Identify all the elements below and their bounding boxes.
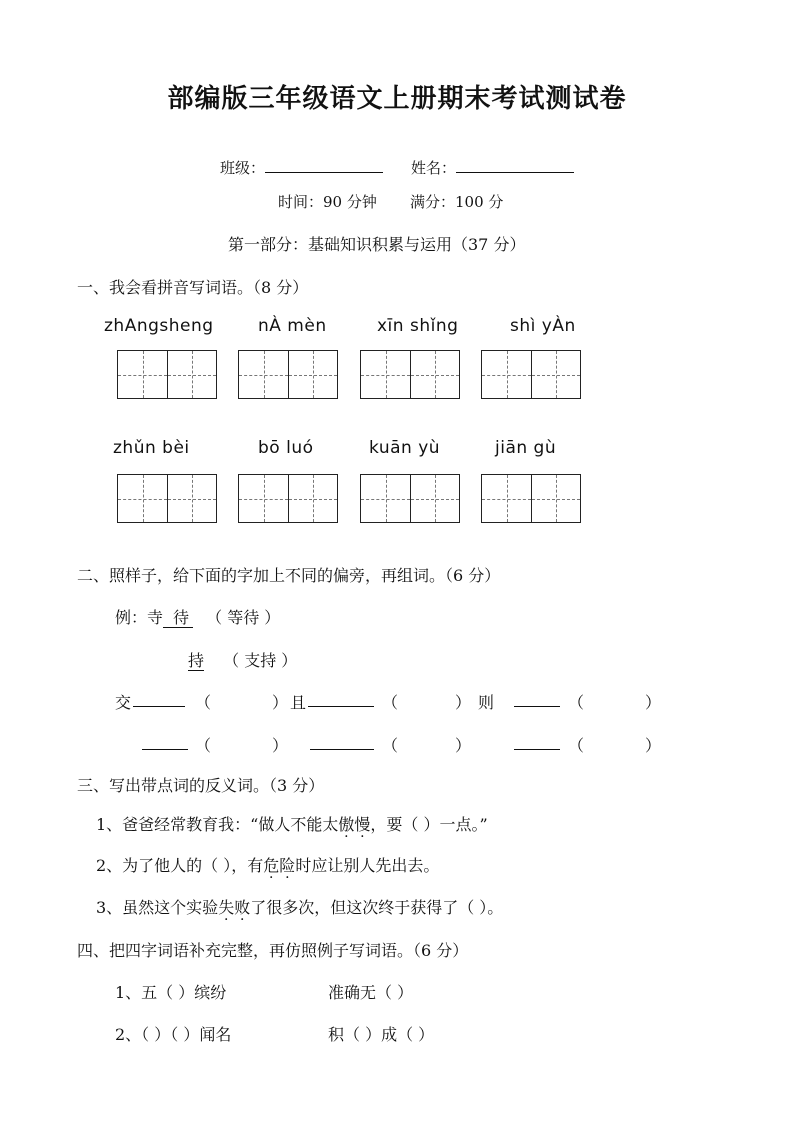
- q3-sentence-3: [96, 895, 503, 918]
- pinyin-6: bō luó: [258, 438, 314, 458]
- paren-open: （: [195, 736, 212, 755]
- paren-close: ）: [272, 736, 289, 755]
- q2-blank-2[interactable]: [308, 690, 374, 707]
- paren-open: （: [382, 736, 399, 755]
- q4-item-2b: 积（ ）成（ ）: [328, 1025, 435, 1044]
- paren-close: ）: [272, 693, 289, 712]
- dotted-char: 傲: [338, 815, 355, 834]
- example-word-1: 待: [163, 608, 193, 628]
- q2-blank-6[interactable]: [514, 733, 560, 750]
- q1-title: 一、我会看拼音写词语。（8 分）: [77, 278, 309, 297]
- q4-title: 四、把四字词语补充完整，再仿照例子写词语。（6 分）: [77, 941, 469, 960]
- q2-blank-5[interactable]: [310, 733, 374, 750]
- q4-item-1b: 准确无（ ）: [328, 983, 414, 1002]
- paren-open: （: [568, 693, 585, 712]
- page-title: 部编版三年级语文上册期末考试测试卷: [167, 84, 627, 114]
- q4-item-1a: 1、五（ ）缤纷: [115, 983, 227, 1002]
- writing-grid-1[interactable]: [117, 350, 217, 399]
- writing-grid-6[interactable]: [238, 474, 338, 523]
- paren-open: （: [195, 693, 212, 712]
- q2-blank-3[interactable]: [514, 690, 560, 707]
- class-field: [220, 156, 383, 178]
- class-label: 班级：: [220, 159, 266, 177]
- pinyin-1: zhAngsheng: [104, 316, 214, 336]
- writing-grid-3[interactable]: [360, 350, 460, 399]
- q2-example-2: [188, 648, 297, 671]
- q2-char-3: 则: [478, 693, 495, 712]
- score-info: 满分：100 分: [410, 193, 504, 211]
- pinyin-8: jiān gù: [495, 438, 557, 458]
- writing-grid-2[interactable]: [238, 350, 338, 399]
- pinyin-7: kuān yù: [369, 438, 441, 458]
- name-label: 姓名：: [411, 159, 457, 177]
- example-group-1: （ 等待 ）: [206, 608, 281, 627]
- writing-grid-7[interactable]: [360, 474, 460, 523]
- name-blank[interactable]: [456, 156, 574, 173]
- s3-text-pre: 3、虽然这个实验: [96, 898, 219, 917]
- example-group-2: （ 支持 ）: [223, 651, 298, 670]
- q2-example-1: [115, 605, 280, 628]
- name-field: [411, 156, 574, 178]
- paren-open: （: [568, 736, 585, 755]
- s2-text-pre: 2、为了他人的（ ），有: [96, 856, 264, 875]
- dotted-char: 险: [279, 856, 296, 875]
- q2-blank-4[interactable]: [142, 733, 188, 750]
- dotted-char: 失: [218, 898, 235, 917]
- s3-text-post: 了很多次，但这次终于获得了（ ）。: [250, 898, 504, 917]
- dotted-char: 败: [234, 898, 251, 917]
- dotted-char: 慢: [354, 815, 371, 834]
- example-prefix: 例：寺: [115, 608, 164, 627]
- writing-grid-4[interactable]: [481, 350, 581, 399]
- s1-text-pre: 1、爸爸经常教育我：“做人不能太: [96, 815, 339, 834]
- q4-item-2a: 2、（ ）（ ）闻名: [115, 1025, 232, 1044]
- paren-close: ）: [645, 736, 662, 755]
- q2-blank-1[interactable]: [133, 690, 185, 707]
- q2-char-2: 且: [290, 693, 307, 712]
- s2-text-post: 时应让别人先出去。: [295, 856, 440, 875]
- class-blank[interactable]: [265, 156, 383, 173]
- q3-sentence-1: [96, 812, 488, 835]
- pinyin-2: nÀ mèn: [258, 316, 327, 336]
- q3-title: 三、写出带点词的反义词。（3 分）: [77, 776, 325, 795]
- pinyin-3: xīn shǐng: [377, 316, 459, 336]
- pinyin-5: zhǔn bèi: [113, 438, 190, 458]
- part1-title: 第一部分：基础知识积累与运用（37 分）: [228, 235, 526, 254]
- paren-close: ）: [645, 693, 662, 712]
- dotted-char: 危: [263, 856, 280, 875]
- pinyin-4: shì yÀn: [510, 316, 576, 336]
- q3-sentence-2: [96, 853, 439, 876]
- q2-char-1: 交: [115, 693, 132, 712]
- paren-close: ）: [455, 693, 472, 712]
- example-word-2: 持: [188, 651, 205, 670]
- writing-grid-5[interactable]: [117, 474, 217, 523]
- time-info: 时间：90 分钟: [278, 193, 377, 211]
- paren-close: ）: [455, 736, 472, 755]
- q2-title: 二、照样子，给下面的字加上不同的偏旁，再组词。（6 分）: [77, 566, 501, 585]
- s1-text-post: ，要（ ）一点。”: [370, 815, 488, 834]
- paren-open: （: [382, 693, 399, 712]
- writing-grid-8[interactable]: [481, 474, 581, 523]
